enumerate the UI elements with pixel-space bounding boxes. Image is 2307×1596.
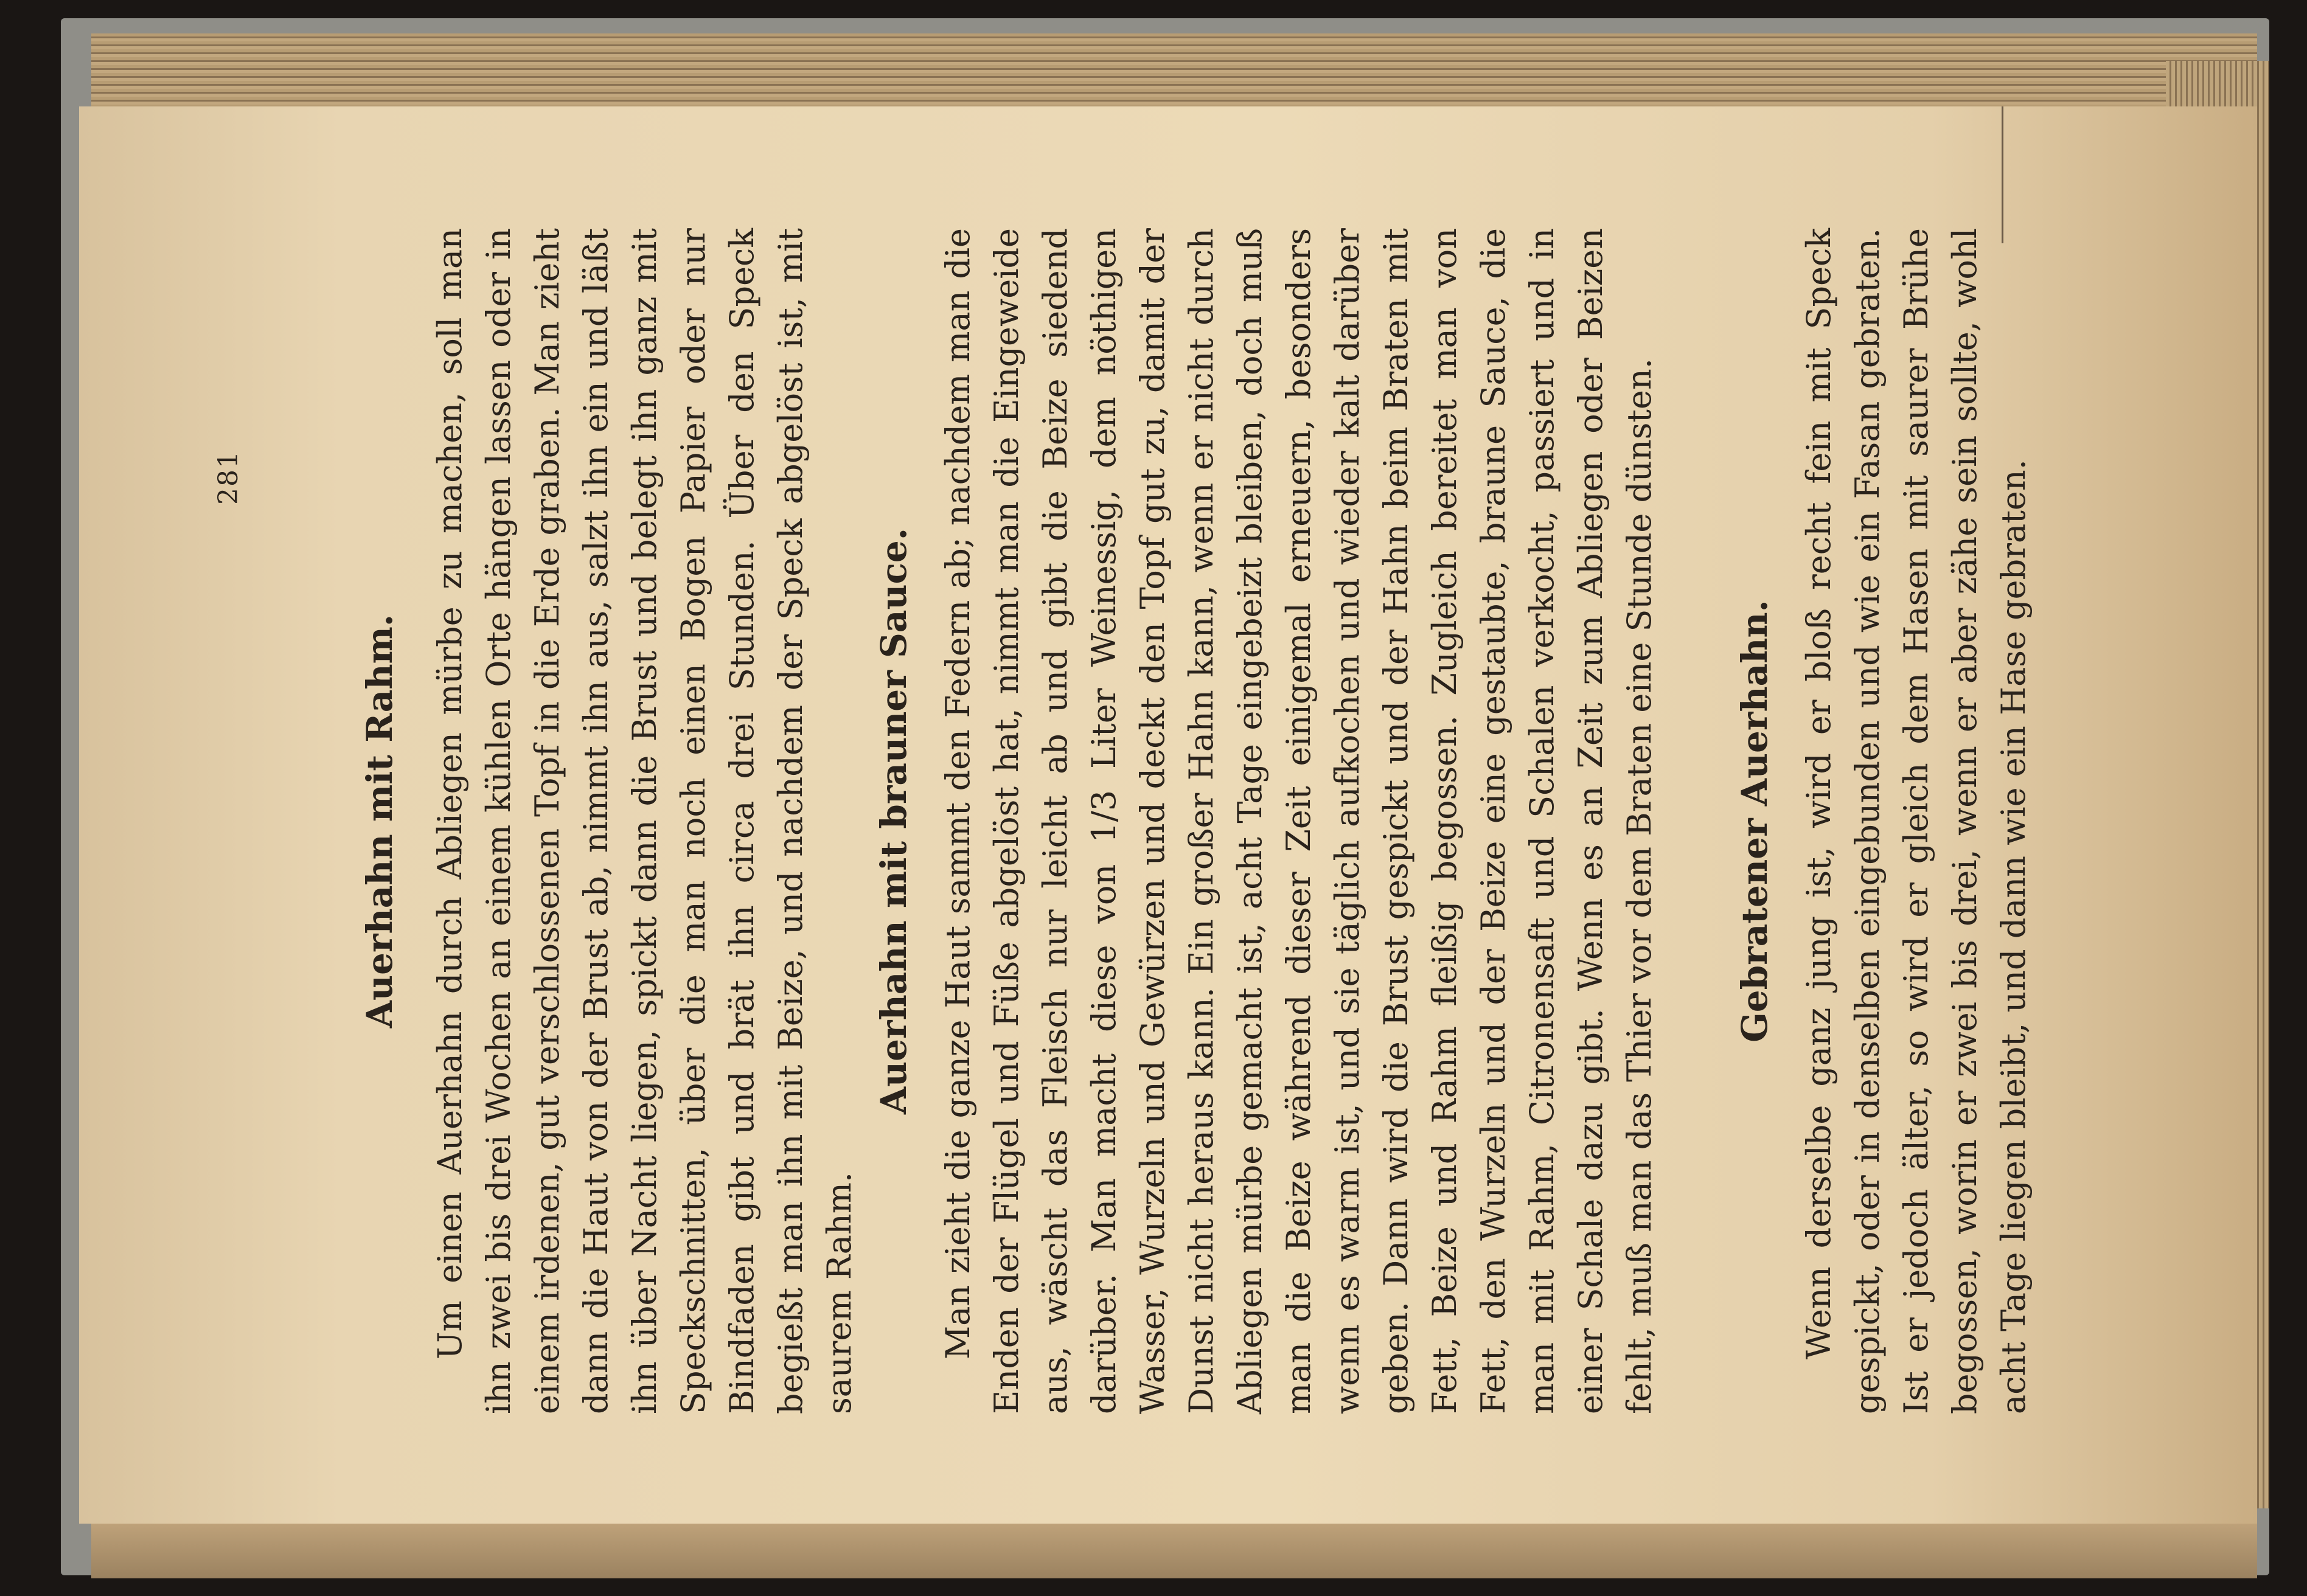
section-title: Auerhahn mit Rahm.	[359, 614, 400, 1029]
rotated-text-block	[79, 106, 2257, 1524]
page-number: 281	[213, 450, 244, 505]
section-title: Gebratener Auerhahn.	[1734, 600, 1775, 1043]
section-paragraph: Man zieht die ganze Haut sammt den Federn ab; nachdem man die Enden der Flügel und Füße abgelöst hat, nimmt man die Eingeweide aus, wäscht das Fleisch nur leicht ab und gibt die Beize siedend darüber. Man macht diese von 1/3 Liter Weinessig, dem nöthigen Wasser, Wurzeln und Gewürzen und deckt den Topf gut zu, damit der Dunst nicht heraus kann. Ein großer Hahn kann, wenn er nicht durch Abliegen mürbe gemacht ist, acht Tage eingebeizt bleiben, doch muß man die Beize während dieser Zeit einigemal erneuern, besonders wenn es warm ist, und sie täglich aufkochen und wieder kalt darüber geben. Dann wird die Brust gespickt und der Hahn beim Braten mit Fett, Beize und Rahm fleißig begossen. Zugleich bereitet man von Fett, den Wurzeln und der Beize eine gestaubte, braune Sauce, die man mit Rahm, Citronensaft und Schalen verkocht, passiert und in einer Schale dazu gibt. Wenn es an Zeit zum Abliegen oder Beizen fehlt, muß man das Thier vor dem Braten eine Stunde dünsten.	[939, 228, 1658, 1414]
page-edge-bottom	[91, 1518, 2257, 1578]
divider-line	[2002, 106, 2003, 243]
section-title: Auerhahn mit brauner Sauce.	[873, 527, 914, 1115]
section-paragraph: Wenn derselbe ganz jung ist, wird er bloß recht fein mit Speck gespickt, oder in denselben eingebunden und wie ein Fasan gebraten. Ist er jedoch älter, so wird er gleich dem Hasen mit saurer Brühe begossen, worin er zwei bis drei, wenn er aber zähe sein sollte, wohl acht Tage liegen bleibt, und dann wie ein Hase gebraten.	[1800, 228, 2033, 1414]
section-paragraph: Um einen Auerhahn durch Abliegen mürbe zu machen, soll man ihn zwei bis drei Wochen an einem kühlen Orte hängen lassen oder in einem irdenen, gut verschlossenen Topf in die Erde graben. Man zieht dann die Haut von der Brust ab, nimmt ihn aus, salzt ihn ein und läßt ihn über Nacht liegen, spickt dann die Brust und belegt ihn ganz mit Speckschnitten, über die man noch einen Bogen Papier oder nur Bindfaden gibt und brät ihn circa drei Stunden. Über den Speck begießt man ihn mit Beize, und nachdem der Speck abgelöst ist, mit saurem Rahm.	[431, 228, 858, 1414]
book-page	[79, 106, 2257, 1524]
